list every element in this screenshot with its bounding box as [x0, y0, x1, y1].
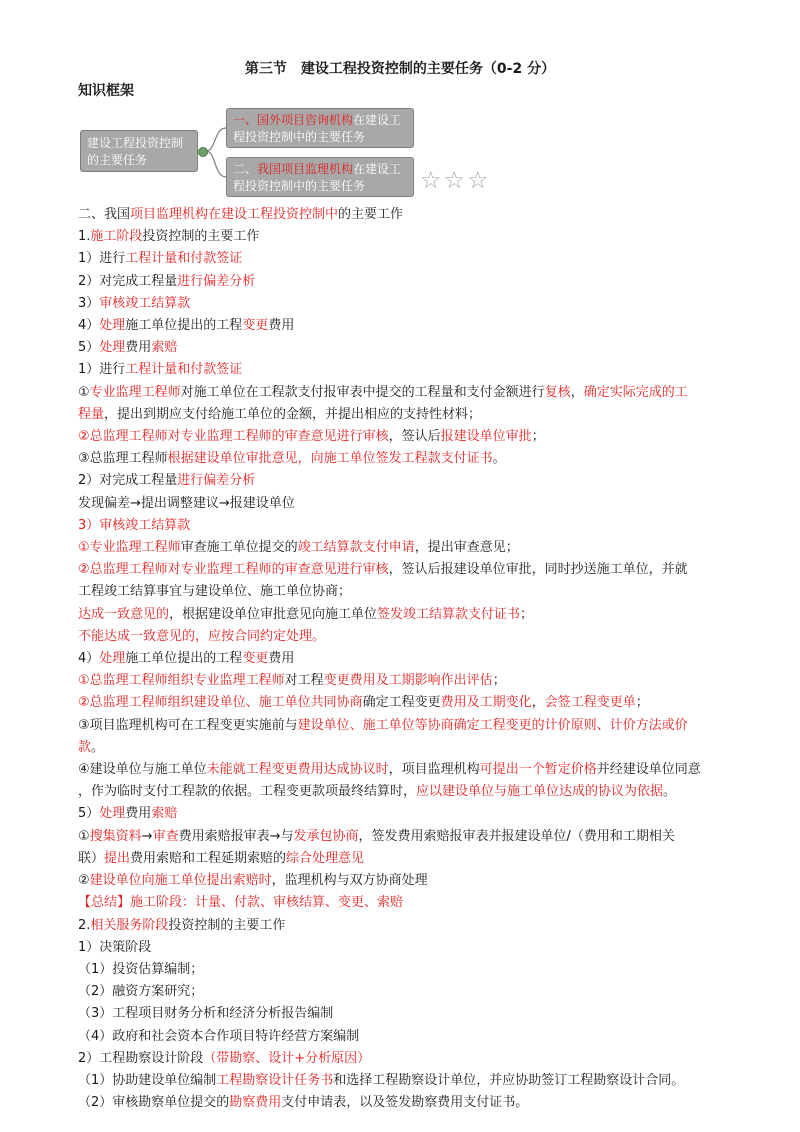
text-line [78, 382, 748, 404]
text-segment: 3）审核竣工结算款 [78, 517, 191, 533]
text-segment: ，签发费用索赔报审表并报建设单位/（费用和工期相关 [358, 828, 675, 844]
text-segment: 竣工结算款支付申请 [297, 540, 415, 556]
text-segment: （带勘察、设计+分析原因） [203, 1050, 371, 1066]
text-segment: 的主要工作 [338, 207, 404, 222]
text-segment: 对施工单位在工程款支付报审表中提交的工程量和支付金额进行 [180, 384, 545, 400]
text-segment: 4） [78, 318, 100, 334]
text-line [78, 493, 748, 515]
text-segment: （2）审核勘察单位提交的 [78, 1095, 230, 1111]
text-segment: ③项目监理机构可在工程变更实施前与 [78, 717, 298, 733]
node-rest: 在建设工程投资控制中的主要任务 [233, 162, 402, 193]
text-line [78, 1048, 748, 1070]
text-segment: 项目监理机构在建设工程投资控制中 [130, 207, 339, 222]
page-title: 第三节 建设工程投资控制的主要任务（0-2 分） [244, 61, 556, 77]
text-line [78, 404, 748, 426]
text-segment: 1）进行 [78, 362, 126, 378]
text-segment: ； [531, 429, 545, 445]
mindmap-junction-dot [198, 147, 208, 157]
text-segment: 二、我国 [78, 207, 131, 222]
rating-stars-icon: ☆☆☆ [420, 166, 491, 194]
text-line [78, 803, 748, 825]
text-segment: → [141, 828, 153, 844]
node-prefix: 一、 [233, 113, 258, 127]
text-segment: 费用索赔和工程延期索赔的 [130, 850, 287, 866]
document-body [78, 204, 748, 1114]
text-segment: 审查施工单位提交的 [180, 540, 298, 556]
text-segment: 索赔 [151, 806, 178, 822]
text-line [78, 892, 748, 914]
text-segment: ① [78, 828, 90, 844]
text-line [78, 293, 748, 315]
text-segment: 应以建设单位与施工单位达成的协议为依据 [416, 784, 664, 800]
text-segment: ②总监理工程师组织建设单位、施工单位共同协商 [78, 695, 363, 711]
text-segment: 处理 [99, 318, 126, 334]
node-rest: 在建设工程投资控制中的主要任务 [233, 113, 402, 144]
text-segment: （1）投资估算编制； [78, 961, 204, 977]
text-line [78, 981, 748, 1003]
mindmap-node-domestic [226, 157, 414, 197]
text-segment: 2. [78, 917, 91, 933]
text-segment: 处理 [99, 806, 126, 822]
text-line [78, 1092, 748, 1114]
text-segment: 处理 [99, 651, 126, 667]
text-segment: 变更 [242, 651, 269, 667]
text-line [78, 1026, 748, 1048]
text-line [78, 581, 748, 603]
text-segment: 搜集资料 [89, 828, 142, 844]
text-segment: 不能达成一致意见的，应按合同约定处理。 [78, 628, 326, 644]
text-segment: ①总监理工程师组织专业监理工程师 [78, 673, 285, 689]
text-segment: 费用 [125, 340, 152, 356]
text-segment: 费用索赔报审表→与 [178, 828, 294, 844]
mindmap-root-node: 建设工程投资控制的主要任务 [80, 130, 198, 172]
text-line [78, 226, 748, 248]
text-segment: ； [492, 673, 506, 689]
text-segment: 施工阶段 [90, 229, 143, 245]
text-segment: ，提出审查意见； [414, 540, 519, 556]
text-segment: 发现偏差→提出调整建议→报建设单位 [78, 495, 295, 511]
text-segment: 。 [492, 451, 506, 467]
text-segment: 投资控制的主要工作 [142, 229, 260, 245]
text-segment: ，项目监理机构 [388, 762, 480, 778]
text-segment: 施工单位提出的工程 [125, 651, 243, 667]
text-line [78, 715, 748, 737]
text-segment: ④建设单位与施工单位 [78, 762, 207, 778]
text-segment: 确定实际完成的工 [583, 384, 688, 400]
text-segment: 1. [78, 229, 91, 245]
text-segment: 建设单位、施工单位等协商确定工程变更的计价原则、计价方法或价 [297, 717, 688, 733]
text-line [78, 759, 748, 781]
text-line [78, 692, 748, 714]
text-line [78, 670, 748, 692]
text-segment: 专业监理工程师 [89, 384, 181, 400]
text-line [78, 1070, 748, 1092]
text-segment: ； [520, 606, 534, 622]
text-line [78, 826, 748, 848]
text-segment: 未能就工程变更费用达成协议时 [206, 762, 389, 778]
text-segment: 程量 [78, 406, 105, 422]
text-segment: ，签认后报建设单位审批，同时抄送施工单位，并就 [388, 562, 688, 578]
text-line [78, 959, 748, 981]
text-segment: 勘察费用 [229, 1095, 282, 1111]
text-line [78, 537, 748, 559]
text-segment: 。 [91, 739, 105, 755]
text-segment: 。 [663, 784, 677, 800]
text-segment: 确定工程变更 [362, 695, 441, 711]
text-segment: ①专业监理工程师 [78, 540, 181, 556]
text-segment: 2）对完成工程量 [78, 473, 178, 489]
text-segment: （2）融资方案研究； [78, 984, 204, 1000]
text-segment: 可提出一个暂定价格 [479, 762, 597, 778]
text-segment: 费用 [268, 318, 295, 334]
text-segment: ②总监理工程师对专业监理工程师的审查意见进行审核 [78, 562, 389, 578]
text-segment: 4） [78, 651, 100, 667]
text-segment: 1）进行 [78, 251, 126, 267]
text-segment: 审查 [152, 828, 179, 844]
text-segment: ，签认后 [388, 429, 441, 445]
text-segment: ， [531, 695, 545, 711]
text-segment: 支付申请表，以及签发勘察费用支付证书。 [281, 1095, 529, 1111]
text-segment: 提出 [104, 850, 131, 866]
text-line [78, 937, 748, 959]
text-segment: 变更费用及工期影响作出评估 [323, 673, 493, 689]
text-line [78, 915, 748, 937]
framework-label: 知识框架 [78, 83, 134, 99]
text-line [78, 337, 748, 359]
text-segment: ， [570, 384, 584, 400]
text-line [78, 559, 748, 581]
node-highlight: 我国项目监理机构 [257, 162, 354, 176]
text-segment: 对工程 [284, 673, 324, 689]
text-segment: 会签工程变更单 [544, 695, 636, 711]
text-segment: 5） [78, 806, 100, 822]
text-segment: 费用及工期变化 [440, 695, 532, 711]
text-line [78, 248, 748, 270]
text-segment: ，监理机构与双方协商处理 [271, 873, 428, 889]
text-line [78, 515, 748, 537]
text-segment: （1）协助建设单位编制 [78, 1072, 217, 1088]
text-segment: 进行偏差分析 [177, 273, 256, 289]
text-segment: 工程勘察设计任务书 [216, 1072, 334, 1088]
text-segment: 签发竣工结算款支付证书 [377, 606, 521, 622]
text-line [78, 359, 748, 381]
text-segment: 进行偏差分析 [177, 473, 256, 489]
text-line [78, 315, 748, 337]
text-segment: 综合处理意见 [286, 850, 365, 866]
text-line [78, 204, 748, 226]
text-segment: （4）政府和社会资本合作项目特许经营方案编制 [78, 1028, 360, 1044]
text-line [78, 470, 748, 492]
text-segment: 2）工程勘察设计阶段 [78, 1050, 204, 1066]
node-prefix: 二、 [233, 162, 258, 176]
text-segment: ① [78, 384, 90, 400]
text-segment: ，提出到期应支付给施工单位的金额，并提出相应的支持性材料； [104, 406, 482, 422]
text-line [78, 648, 748, 670]
text-line [78, 848, 748, 870]
text-segment: （3）工程项目财务分析和经济分析报告编制 [78, 1006, 334, 1022]
text-line [78, 870, 748, 892]
text-segment: ，作为临时支付工程款的依据。工程变更款项最终结算时， [78, 784, 417, 800]
text-segment: 建设单位向施工单位提出索赔时 [89, 873, 272, 889]
text-segment: 费用 [268, 651, 295, 667]
text-segment: 达成一致意见的 [78, 606, 170, 622]
text-line [78, 737, 748, 759]
text-line [78, 781, 748, 803]
text-segment: 2）对完成工程量 [78, 273, 178, 289]
text-segment: 施工单位提出的工程 [125, 318, 243, 334]
text-segment: ，根据建设单位审批意见向施工单位 [169, 606, 378, 622]
text-segment: 审核竣工结算款 [99, 295, 191, 311]
text-segment: 变更 [242, 318, 269, 334]
text-segment: 索赔 [151, 340, 178, 356]
text-segment: 费用 [125, 806, 152, 822]
text-segment: 处理 [99, 340, 126, 356]
text-segment: 工程计量和付款签证 [125, 251, 243, 267]
text-segment: 报建设单位审批 [440, 429, 532, 445]
text-line [78, 426, 748, 448]
text-line [78, 271, 748, 293]
text-segment: 联） [78, 850, 105, 866]
text-segment: ③总监理工程师 [78, 451, 168, 467]
text-line [78, 626, 748, 648]
text-segment: 发承包协商 [293, 828, 359, 844]
text-segment: 并经建设单位同意 [596, 762, 701, 778]
node-highlight: 国外项目咨询机构 [257, 113, 354, 127]
text-segment: 1）决策阶段 [78, 939, 152, 955]
text-segment: 投资控制的主要工作 [168, 917, 286, 933]
text-segment: 相关服务阶段 [90, 917, 169, 933]
text-line [78, 604, 748, 626]
text-line [78, 448, 748, 470]
text-segment: ； [635, 695, 649, 711]
text-segment: 工程竣工结算事宜与建设单位、施工单位协商； [78, 584, 352, 600]
text-line [78, 1003, 748, 1025]
text-segment: 根据建设单位审批意见，向施工单位签发工程款支付证书 [167, 451, 493, 467]
text-segment: 款 [78, 739, 92, 755]
text-segment: ②总监理工程师对专业监理工程师的审查意见进行审核 [78, 429, 389, 445]
text-segment: 【总结】施工阶段：计量、付款、审核结算、变更、索赔 [78, 895, 404, 911]
text-segment: 复核 [544, 384, 571, 400]
text-segment: 3） [78, 295, 100, 311]
text-segment: 和选择工程勘察设计单位，并应协助签订工程勘察设计合同。 [333, 1072, 685, 1088]
mindmap-node-foreign [226, 108, 414, 148]
text-segment: 工程计量和付款签证 [125, 362, 243, 378]
text-segment: ② [78, 873, 90, 889]
text-segment: 5） [78, 340, 100, 356]
